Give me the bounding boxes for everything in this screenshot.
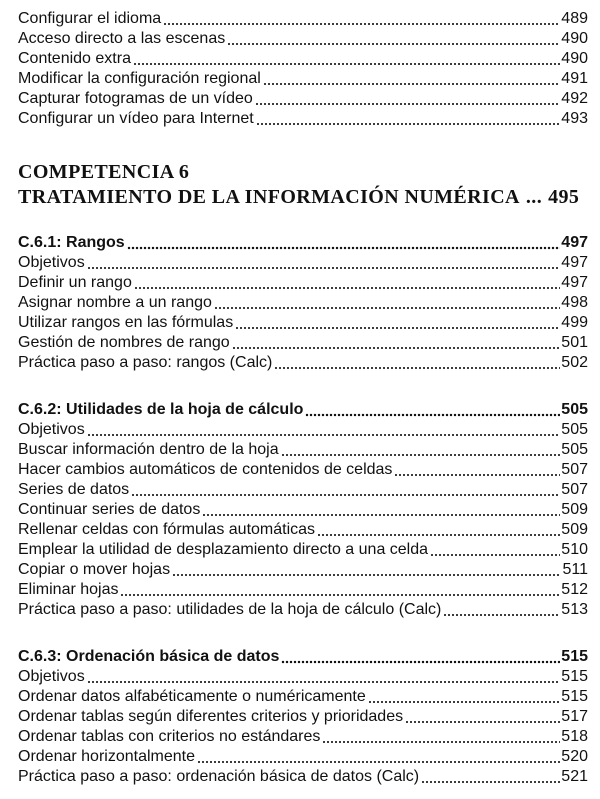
toc-entry-title: Objetivos [18, 668, 85, 685]
dot-leader [202, 500, 560, 520]
toc-entry-title: Modificar la configuración regional [18, 70, 261, 87]
toc-entry-page: 509 [561, 521, 588, 538]
toc-entry-page: 512 [561, 581, 588, 598]
toc-entry-page: 497 [561, 254, 588, 271]
toc-entry-title: Gestión de nombres de rango [18, 334, 230, 351]
dot-leader [87, 420, 561, 440]
dot-leader [133, 49, 560, 69]
dot-leader [197, 747, 560, 767]
toc-entry [18, 707, 588, 727]
toc-entry-page: 510 [561, 541, 588, 558]
toc-entry-title: Utilizar rangos en las fórmulas [18, 314, 234, 331]
dot-leader [443, 600, 560, 620]
toc-section-title: C.6.1: Rangos [18, 234, 125, 251]
toc-entry-page: 505 [561, 441, 588, 458]
toc-entry-title: Ordenar datos alfabéticamente o numéricamente [18, 688, 366, 705]
toc-entry-page: 517 [561, 708, 588, 725]
toc-entry-page: 490 [561, 50, 588, 67]
toc-entry [18, 480, 588, 500]
dot-leader [274, 353, 560, 373]
toc-entry-page: 511 [562, 561, 588, 578]
toc-entry [18, 49, 588, 69]
toc-entry-page: 489 [561, 10, 588, 27]
dot-leader [281, 647, 560, 667]
toc-entry-title: Capturar fotogramas de un vídeo [18, 90, 253, 107]
dot-leader [87, 253, 561, 273]
toc-entry-page: 507 [561, 481, 588, 498]
toc-section [18, 647, 588, 787]
dot-leader [421, 767, 560, 787]
toc-entry-page: 507 [561, 461, 588, 478]
toc-entry [18, 9, 588, 29]
chapter-title: TRATAMIENTO DE LA INFORMACIÓN NUMÉRICA [18, 186, 520, 208]
toc-entry [18, 69, 588, 89]
dot-leader [131, 480, 560, 500]
chapter-page: 495 [548, 186, 580, 208]
dot-leader [394, 460, 560, 480]
toc-entry-title: Objetivos [18, 421, 85, 438]
toc-section-page: 505 [561, 401, 588, 418]
toc-entry [18, 313, 588, 333]
chapter-leader: ... [525, 186, 543, 208]
toc-entry-title: Asignar nombre a un rango [18, 294, 212, 311]
toc-entry [18, 273, 588, 293]
toc-entry [18, 333, 588, 353]
toc-entry-title: Series de datos [18, 481, 130, 498]
toc-entry [18, 440, 588, 460]
dot-leader [430, 540, 560, 560]
toc-entry-title: Continuar series de datos [18, 501, 201, 518]
toc-entry [18, 687, 588, 707]
toc-entry [18, 667, 588, 687]
toc-entry-title: Práctica paso a paso: utilidades de la hoja de cálculo (Calc) [18, 601, 442, 618]
toc-section-header [18, 400, 588, 420]
toc-entry-page: 499 [561, 314, 588, 331]
toc-entry-page: 515 [561, 688, 588, 705]
toc-entry-page: 518 [561, 728, 588, 745]
toc-entry [18, 560, 588, 580]
dot-leader [317, 520, 560, 540]
dot-leader [127, 233, 561, 253]
toc-section-page: 515 [561, 648, 588, 665]
toc-entry [18, 727, 588, 747]
toc-entry [18, 520, 588, 540]
dot-leader [87, 667, 561, 687]
toc-section-header [18, 647, 588, 667]
toc-entry-title: Configurar el idioma [18, 10, 162, 27]
dot-leader [120, 580, 560, 600]
toc-section-header [18, 233, 588, 253]
toc-entry-page: 505 [561, 421, 588, 438]
toc-entry-title: Emplear la utilidad de desplazamiento directo a una celda [18, 541, 429, 558]
dot-leader [368, 687, 561, 707]
toc-entry-page: 521 [561, 768, 588, 785]
toc-entry [18, 353, 588, 373]
toc-entry-page: 497 [561, 274, 588, 291]
chapter-title-line [18, 185, 588, 210]
toc-section [18, 400, 588, 620]
toc-entry-title: Ordenar tablas según diferentes criterios y prioridades [18, 708, 404, 725]
toc-entry [18, 420, 588, 440]
toc-entry-title: Ordenar horizontalmente [18, 748, 195, 765]
toc-entry-page: 501 [561, 334, 588, 351]
toc-entry [18, 580, 588, 600]
dot-leader [263, 69, 561, 89]
toc-entry [18, 109, 588, 129]
toc-entry-title: Ordenar tablas con criterios no estándares [18, 728, 321, 745]
dot-leader [134, 273, 560, 293]
toc-entry-title: Práctica paso a paso: ordenación básica de datos (Calc) [18, 768, 420, 785]
dot-leader [255, 89, 560, 109]
toc-entry-title: Definir un rango [18, 274, 132, 291]
toc-section-page: 497 [561, 234, 588, 251]
toc-entry [18, 767, 588, 787]
toc-entry [18, 540, 588, 560]
toc-entry-title: Buscar información dentro de la hoja [18, 441, 279, 458]
dot-leader [322, 727, 560, 747]
dot-leader [214, 293, 560, 313]
toc-entry-title: Rellenar celdas con fórmulas automáticas [18, 521, 316, 538]
toc-entry-page: 493 [561, 110, 588, 127]
dot-leader [227, 29, 560, 49]
dot-leader [256, 109, 561, 129]
dot-leader [281, 440, 561, 460]
toc-section [18, 233, 588, 373]
toc-section-title: C.6.2: Utilidades de la hoja de cálculo [18, 401, 304, 418]
toc-entry [18, 500, 588, 520]
toc-entry [18, 89, 588, 109]
toc-entry-title: Objetivos [18, 254, 85, 271]
dot-leader [163, 9, 560, 29]
toc-entry [18, 460, 588, 480]
toc-previous-entries [18, 9, 588, 129]
dot-leader [235, 313, 560, 333]
toc-entry-title: Copiar o mover hojas [18, 561, 171, 578]
toc-entry-page: 515 [561, 668, 588, 685]
toc-section-title: C.6.3: Ordenación básica de datos [18, 648, 280, 665]
toc-entry [18, 253, 588, 273]
dot-leader [305, 400, 560, 420]
toc-entry-page: 490 [561, 30, 588, 47]
toc-entry [18, 747, 588, 767]
dot-leader [405, 707, 560, 727]
toc-entry-page: 520 [561, 748, 588, 765]
toc-entry-title: Eliminar hojas [18, 581, 119, 598]
toc-entry-page: 509 [561, 501, 588, 518]
toc-entry-page: 502 [561, 354, 588, 371]
toc-entry-title: Práctica paso a paso: rangos (Calc) [18, 354, 273, 371]
toc-entry-page: 513 [561, 601, 588, 618]
dot-leader [232, 333, 561, 353]
toc-entry-page: 492 [561, 90, 588, 107]
chapter-label: COMPETENCIA 6 [18, 161, 190, 183]
toc-entry [18, 600, 588, 620]
toc-entry [18, 293, 588, 313]
toc-entry [18, 29, 588, 49]
toc-entry-title: Hacer cambios automáticos de contenidos de celdas [18, 461, 393, 478]
toc-entry-page: 498 [561, 294, 588, 311]
toc-entry-page: 491 [561, 70, 588, 87]
chapter-heading [18, 160, 588, 210]
toc-entry-title: Configurar un vídeo para Internet [18, 110, 254, 127]
toc-entry-title: Acceso directo a las escenas [18, 30, 226, 47]
toc-entry-title: Contenido extra [18, 50, 131, 67]
dot-leader [172, 560, 561, 580]
